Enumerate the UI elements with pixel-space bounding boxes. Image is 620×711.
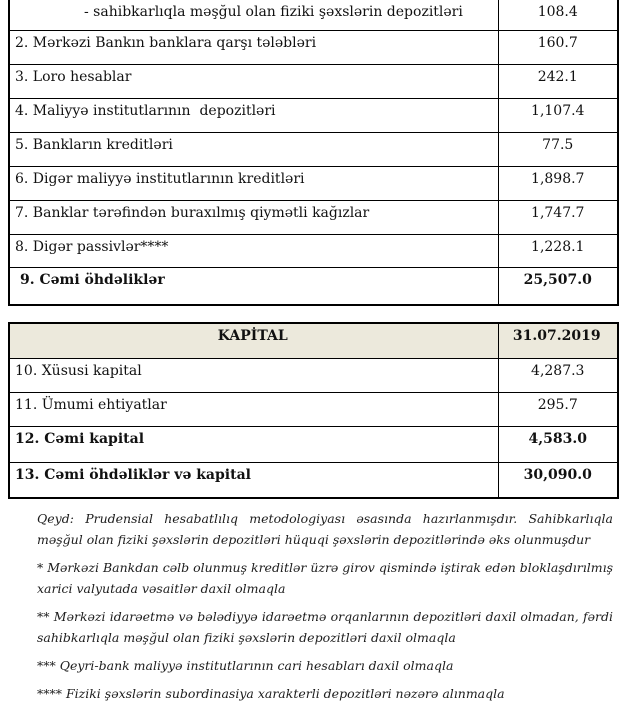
row-label: 11. Ümumi ehtiyatlar bbox=[9, 392, 498, 426]
footnote-two-star: ** Mərkəzi idarəetmə və bələdiyyə idarəetmə orqanlarının depozitləri daxil olmadan, fərdi sahibkarlıqla məşğul olan fiziki şəxslərin depozitləri daxil olmaqla bbox=[37, 609, 613, 645]
row-value: 1,107.4 bbox=[498, 98, 618, 132]
table-row-total-liabilities-and-capital bbox=[9, 462, 618, 498]
row-label: 8. Digər passivlər**** bbox=[9, 234, 498, 267]
table-row-total-capital bbox=[9, 426, 618, 462]
row-label: 10. Xüsusi kapital bbox=[9, 358, 498, 392]
table-row bbox=[9, 200, 618, 234]
table-row bbox=[9, 166, 618, 200]
footnote-one-star: * Mərkəzi Bankdan cəlb olunmuş kreditlər üzrə girov qismində iştirak edən bloklaşdırılmış xarici valyutada vəsaitlər daxil olmaqla bbox=[37, 560, 613, 596]
row-value: 4,287.3 bbox=[498, 358, 618, 392]
row-label: 2. Mərkəzi Bankın banklara qarşı tələbləri bbox=[9, 30, 498, 64]
table-row bbox=[9, 98, 618, 132]
table-row bbox=[9, 392, 618, 426]
table-row-total-liabilities bbox=[9, 267, 618, 305]
capital-header-date: 31.07.2019 bbox=[498, 323, 618, 358]
row-label: 7. Banklar tərəfindən buraxılmış qiymətli kağızlar bbox=[9, 200, 498, 234]
row-label: 12. Cəmi kapital bbox=[9, 426, 498, 462]
row-label: 4. Maliyyə institutlarının depozitləri bbox=[9, 98, 498, 132]
footnote-three-star: *** Qeyri-bank maliyyə institutlarının cari hesabları daxil olmaqla bbox=[37, 658, 454, 673]
row-value: 242.1 bbox=[498, 64, 618, 98]
row-value: 1,898.7 bbox=[498, 166, 618, 200]
table-row bbox=[9, 0, 618, 30]
row-value: 1,747.7 bbox=[498, 200, 618, 234]
row-value: 4,583.0 bbox=[498, 426, 618, 462]
footnotes-block bbox=[37, 508, 613, 711]
row-label: 9. Cəmi öhdəliklər bbox=[9, 267, 498, 305]
row-value: 30,090.0 bbox=[498, 462, 618, 498]
row-label: 5. Bankların kreditləri bbox=[9, 132, 498, 166]
row-label: 3. Loro hesablar bbox=[9, 64, 498, 98]
table-row bbox=[9, 234, 618, 267]
row-value: 25,507.0 bbox=[498, 267, 618, 305]
row-label: 6. Digər maliyyə institutlarının kreditləri bbox=[9, 166, 498, 200]
capital-header-row bbox=[9, 323, 618, 358]
table-row bbox=[9, 358, 618, 392]
row-value: 77.5 bbox=[498, 132, 618, 166]
footnote-four-star: **** Fiziki şəxslərin subordinasiya xarakterli depozitləri nəzərə alınmaqla bbox=[37, 686, 505, 701]
row-value: 295.7 bbox=[498, 392, 618, 426]
table-row bbox=[9, 64, 618, 98]
row-value: 108.4 bbox=[498, 0, 618, 30]
table-row bbox=[9, 132, 618, 166]
capital-table bbox=[8, 322, 619, 499]
capital-header-title: KAPİTAL bbox=[9, 323, 498, 358]
table-row bbox=[9, 30, 618, 64]
row-value: 160.7 bbox=[498, 30, 618, 64]
row-value: 1,228.1 bbox=[498, 234, 618, 267]
liabilities-table bbox=[8, 0, 619, 306]
row-label: 13. Cəmi öhdəliklər və kapital bbox=[9, 462, 498, 498]
row-label: - sahibkarlıqla məşğul olan fiziki şəxslərin depozitləri bbox=[9, 0, 498, 30]
footnote-qeyd: Qeyd: Prudensial hesabatlılıq metodologiyası əsasında hazırlanmışdır. Sahibkarlıqla məşğul olan fiziki şəxslərin depozitləri hüquqi şəxslərin depozitlərində əks olunmuşdur bbox=[37, 511, 613, 547]
